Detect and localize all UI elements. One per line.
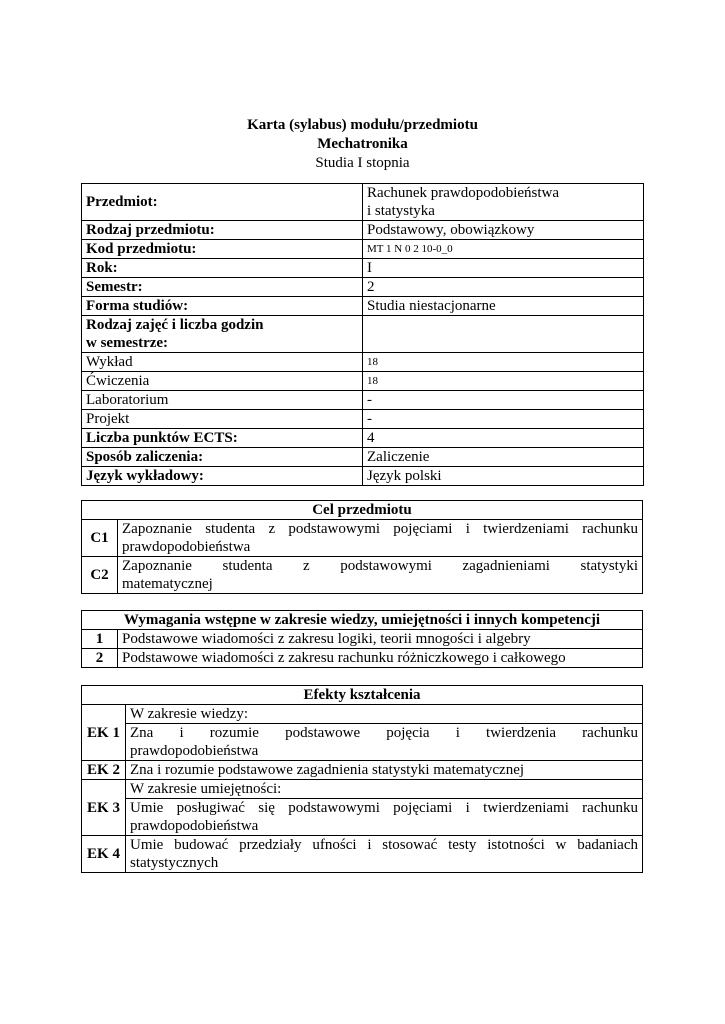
document-header (0, 116, 725, 173)
table-row (82, 278, 644, 297)
wyklad-value: 18 (363, 353, 644, 372)
table-row (82, 557, 643, 594)
wymagania-num: 1 (82, 630, 118, 649)
efekty-text-line1: Umie budować przedziały ufności i stosować testy istotności w badaniach (130, 837, 638, 853)
table-row (82, 467, 644, 486)
cel-text-line1: Zapoznanie studenta z podstawowymi pojęciami i twierdzeniami rachunku (122, 521, 638, 537)
field-of-study: Mechatronika (317, 136, 408, 152)
rodzaj-label: Rodzaj przedmiotu: (82, 221, 363, 240)
table-header-row (82, 501, 643, 520)
table-row (82, 520, 643, 557)
efekty-text-line1: Zna i rozumie podstawowe pojęcia i twierdzenia rachunku (130, 725, 638, 741)
course-objectives-table (81, 500, 643, 594)
efekty-title: Efekty kształcenia (82, 686, 643, 705)
cel-title: Cel przedmiotu (82, 501, 643, 520)
efekty-code: EK 1 (82, 705, 126, 761)
jezyk-value: Język polski (363, 467, 644, 486)
table-row (82, 353, 644, 372)
table-row (82, 630, 643, 649)
table-row (82, 316, 644, 353)
table-header-row (82, 686, 643, 705)
prerequisites-table (81, 610, 643, 668)
semestr-value: 2 (363, 278, 644, 297)
wymagania-title: Wymagania wstępne w zakresie wiedzy, umiejętności i innych kompetencji (82, 611, 643, 630)
forma-value: Studia niestacjonarne (363, 297, 644, 316)
kod-value: MT 1 N 0 2 10-0_0 (363, 240, 644, 259)
zaliczenie-value: Zaliczenie (363, 448, 644, 467)
forma-label: Forma studiów: (82, 297, 363, 316)
table-header-row (82, 611, 643, 630)
cel-code: C1 (82, 520, 118, 557)
table-row (82, 448, 644, 467)
efekty-text (126, 799, 643, 836)
zajecia-value (363, 316, 644, 353)
table-row (82, 429, 644, 448)
wyklad-label: Wykład (82, 353, 363, 372)
wymagania-text: Podstawowe wiadomości z zakresu rachunku różniczkowego i całkowego (118, 649, 643, 668)
semestr-label: Semestr: (82, 278, 363, 297)
przedmiot-label: Przedmiot: (82, 184, 363, 221)
efekty-text-line2: statystycznych (130, 855, 219, 871)
projekt-label: Projekt (82, 410, 363, 429)
przedmiot-value-line1: Rachunek prawdopodobieństwa (367, 185, 560, 201)
przedmiot-value (363, 184, 644, 221)
efekty-code: EK 4 (82, 836, 126, 873)
cwiczenia-label: Ćwiczenia (82, 372, 363, 391)
table-row (82, 705, 643, 724)
zajecia-label-line1: Rodzaj zajęć i liczba godzin (86, 317, 264, 333)
document-title: Karta (sylabus) modułu/przedmiotu (247, 117, 478, 133)
table-row (82, 259, 644, 278)
table-row (82, 391, 644, 410)
cel-text-line1: Zapoznanie studenta z podstawowymi zagadnieniami statystyki (122, 558, 638, 574)
learning-outcomes-table (81, 685, 643, 873)
table-row (82, 410, 644, 429)
zajecia-label-line2: w semestrze: (86, 335, 169, 351)
course-info-table (81, 183, 644, 486)
efekty-section-heading: W zakresie umiejętności: (126, 780, 643, 799)
ects-label: Liczba punktów ECTS: (82, 429, 363, 448)
projekt-value: - (363, 410, 644, 429)
table-row (82, 724, 643, 761)
kod-label: Kod przedmiotu: (82, 240, 363, 259)
table-row (82, 184, 644, 221)
table-row (82, 836, 643, 873)
lab-label: Laboratorium (82, 391, 363, 410)
cwiczenia-value: 18 (363, 372, 644, 391)
cel-text (118, 520, 643, 557)
table-row (82, 240, 644, 259)
study-level: Studia I stopnia (315, 155, 410, 171)
przedmiot-value-line2: i statystyka (367, 203, 435, 219)
table-row (82, 649, 643, 668)
rok-value: I (363, 259, 644, 278)
zajecia-label (82, 316, 363, 353)
table-row (82, 780, 643, 799)
efekty-text-line2: prawdopodobieństwa (130, 743, 259, 759)
table-row (82, 799, 643, 836)
rok-label: Rok: (82, 259, 363, 278)
cel-code: C2 (82, 557, 118, 594)
table-row (82, 372, 644, 391)
table-row (82, 221, 644, 240)
jezyk-label: Język wykładowy: (82, 467, 363, 486)
cel-text-line2: matematycznej (122, 576, 213, 592)
lab-value: - (363, 391, 644, 410)
table-row (82, 297, 644, 316)
efekty-code: EK 3 (82, 780, 126, 836)
efekty-section-heading: W zakresie wiedzy: (126, 705, 643, 724)
efekty-text (126, 836, 643, 873)
efekty-text-line2: prawdopodobieństwa (130, 818, 259, 834)
wymagania-text: Podstawowe wiadomości z zakresu logiki, teorii mnogości i algebry (118, 630, 643, 649)
efekty-text (126, 724, 643, 761)
efekty-code: EK 2 (82, 761, 126, 780)
table-row (82, 761, 643, 780)
wymagania-num: 2 (82, 649, 118, 668)
rodzaj-value: Podstawowy, obowiązkowy (363, 221, 644, 240)
cel-text-line2: prawdopodobieństwa (122, 539, 251, 555)
efekty-text-line1: Umie posługiwać się podstawowymi pojęciami i twierdzeniami rachunku (130, 800, 638, 816)
cel-text (118, 557, 643, 594)
zaliczenie-label: Sposób zaliczenia: (82, 448, 363, 467)
ects-value: 4 (363, 429, 644, 448)
efekty-text: Zna i rozumie podstawowe zagadnienia statystyki matematycznej (126, 761, 643, 780)
